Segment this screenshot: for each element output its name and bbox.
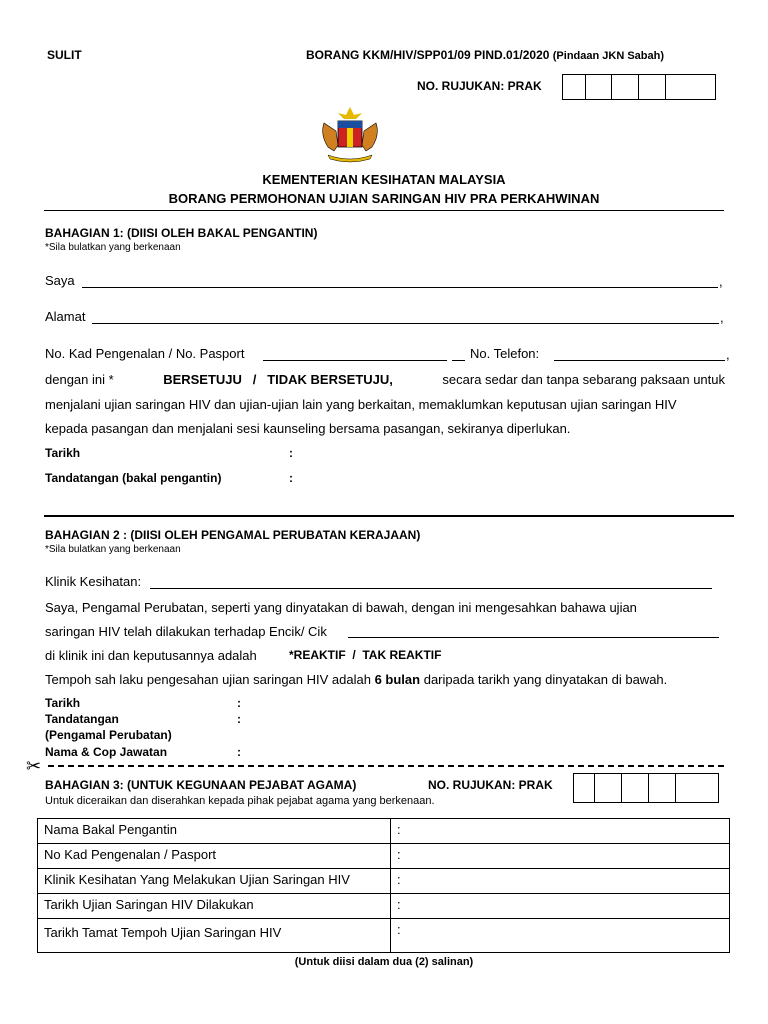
row-label: Nama Bakal Pengantin	[38, 819, 391, 844]
phone-label: No. Telefon:	[470, 346, 540, 361]
alamat-field[interactable]	[92, 323, 719, 324]
result-options[interactable]: *REAKTIF / TAK REAKTIF	[289, 648, 442, 662]
part2-name-stamp-colon: :	[237, 745, 241, 759]
row-label: No Kad Pengenalan / Pasport	[38, 844, 391, 869]
part2-heading: BAHAGIAN 2 : (DIISI OLEH PENGAMAL PERUBATAN KERAJAAN)	[45, 528, 421, 542]
row-label: Klinik Kesihatan Yang Melakukan Ujian Saringan HIV	[38, 869, 391, 894]
table-row	[38, 894, 730, 919]
validity-pre: Tempoh sah laku pengesahan ujian saringan HIV adalah	[45, 672, 371, 687]
validity-post: daripada tarikh yang dinyatakan di bawah.	[423, 672, 668, 687]
part2-date-colon: :	[237, 696, 241, 710]
validity-period: 6 bulan	[374, 672, 421, 687]
part2-signature-label: Tandatangan	[45, 712, 119, 726]
part2-practitioner-label: (Pengamal Perubatan)	[45, 728, 172, 742]
part1-divider	[44, 515, 734, 517]
sulit-label: SULIT	[47, 48, 82, 62]
ic-label: No. Kad Pengenalan / No. Pasport	[45, 346, 245, 361]
part3-reference-boxes[interactable]	[573, 773, 719, 803]
reference-label: NO. RUJUKAN: PRAK	[417, 79, 542, 93]
alamat-label: Alamat	[45, 309, 86, 324]
part2-signature-colon: :	[237, 712, 241, 726]
table-row	[38, 869, 730, 894]
reference-boxes[interactable]	[562, 74, 716, 100]
row-value[interactable]: :	[391, 894, 730, 919]
scissors-icon: ✂	[26, 756, 42, 776]
phone-field[interactable]	[554, 360, 725, 361]
part3-heading: BAHAGIAN 3: (UNTUK KEGUNAAN PEJABAT AGAMA)	[45, 778, 357, 792]
form-code	[306, 48, 664, 62]
table-row	[38, 919, 730, 953]
part3-note: Untuk diceraikan dan diserahkan kepada pihak pejabat agama yang berkenaan.	[45, 795, 435, 807]
klinik-label: Klinik Kesihatan:	[45, 574, 142, 589]
row-value[interactable]: :	[391, 844, 730, 869]
saya-label: Saya	[45, 273, 75, 288]
part2-name-stamp-label: Nama & Cop Jawatan	[45, 745, 168, 759]
copies-footer: (Untuk diisi dalam dua (2) salinan)	[294, 956, 474, 968]
title-divider	[44, 210, 724, 211]
row-value[interactable]: :	[391, 869, 730, 894]
ministry-title: KEMENTERIAN KESIHATAN MALAYSIA	[262, 172, 506, 187]
part3-reference-label: NO. RUJUKAN: PRAK	[428, 778, 553, 792]
row-value[interactable]: :	[391, 819, 730, 844]
consent-post: secara sedar dan tanpa sebarang paksaan untuk	[442, 372, 725, 387]
saya-field[interactable]	[82, 287, 718, 288]
part1-signature-colon: :	[289, 471, 293, 485]
part2-date-label: Tarikh	[45, 696, 81, 710]
row-label: Tarikh Ujian Saringan HIV Dilakukan	[38, 894, 391, 919]
cut-line	[48, 765, 724, 767]
part3-table	[37, 818, 730, 953]
validity-line	[45, 672, 667, 687]
part1-heading: BAHAGIAN 1: (DIISI OLEH BAKAL PENGANTIN)	[45, 226, 318, 240]
consent-line3: kepada pasangan dan menjalani sesi kaunseling bersama pasangan, sekiranya diperlukan.	[45, 421, 571, 436]
part2-line1: Saya, Pengamal Perubatan, seperti yang dinyatakan di bawah, dengan ini mengesahkan bahawa ujian	[45, 600, 637, 615]
form-code-note: (Pindaan JKN Sabah)	[552, 50, 665, 62]
table-row	[38, 844, 730, 869]
ic-field[interactable]	[263, 360, 447, 361]
part2-note: *Sila bulatkan yang berkenaan	[45, 544, 181, 555]
part2-line3: di klinik ini dan keputusannya adalah	[45, 648, 257, 663]
row-label: Tarikh Tamat Tempoh Ujian Saringan HIV	[38, 919, 391, 953]
encik-cik-field[interactable]	[348, 637, 719, 638]
consent-options[interactable]: BERSETUJU / TIDAK BERSETUJU,	[163, 372, 393, 387]
consent-line2: menjalani ujian saringan HIV dan ujian-ujian lain yang berkaitan, memaklumkan keputusan ujian saringan HIV	[45, 397, 677, 412]
part1-date-label: Tarikh	[45, 446, 81, 460]
form-code-text: BORANG KKM/HIV/SPP01/09 PIND.01/2020	[306, 48, 550, 62]
part1-signature-label: Tandatangan (bakal pengantin)	[45, 471, 222, 485]
table-row	[38, 819, 730, 844]
consent-line1	[45, 372, 725, 387]
form-title: BORANG PERMOHONAN UJIAN SARINGAN HIV PRA PERKAHWINAN	[168, 191, 600, 206]
part1-note: *Sila bulatkan yang berkenaan	[45, 242, 181, 253]
part1-date-colon: :	[289, 446, 293, 460]
part2-line2: saringan HIV telah dilakukan terhadap Encik/ Cik	[45, 624, 327, 639]
klinik-field[interactable]	[150, 588, 712, 589]
row-value[interactable]: :	[391, 919, 730, 953]
coat-of-arms-icon	[314, 105, 386, 165]
consent-pre: dengan ini *	[45, 372, 114, 387]
